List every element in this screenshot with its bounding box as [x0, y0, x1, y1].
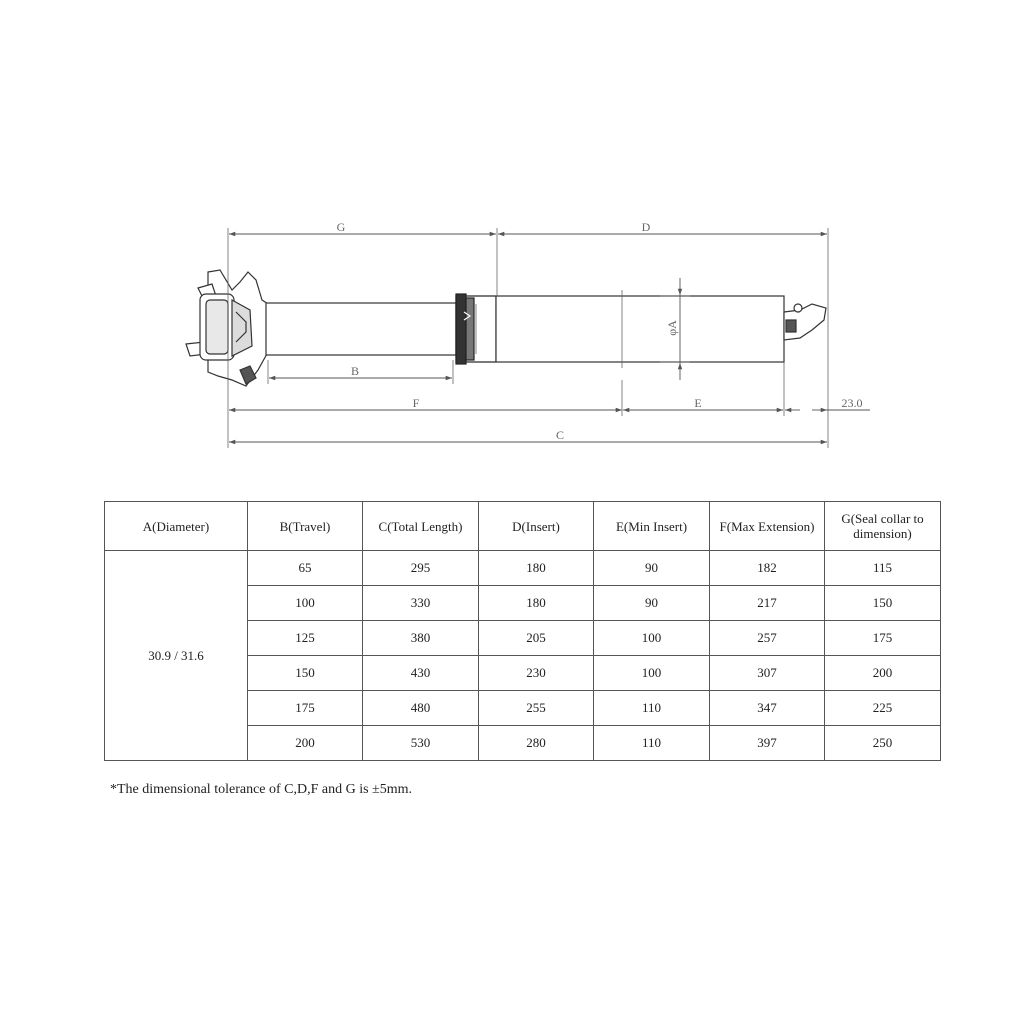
seatpost-technical-drawing: [0, 0, 1024, 480]
stanchion-tube: [266, 303, 456, 355]
table-cell: 100: [594, 621, 710, 656]
table-cell: 180: [479, 551, 594, 586]
table-cell: 115: [825, 551, 941, 586]
table-cell: 175: [825, 621, 941, 656]
dimension-label-g: G: [336, 220, 346, 234]
table-cell: 250: [825, 726, 941, 761]
header-min-insert: E(Min Insert): [594, 502, 710, 551]
table-cell: 110: [594, 691, 710, 726]
dimension-table: [104, 501, 941, 761]
table-cell: 175: [248, 691, 363, 726]
header-travel: B(Travel): [248, 502, 363, 551]
dimension-label-f: F: [412, 396, 420, 410]
dimension-label-d: D: [641, 220, 651, 234]
dimension-label-c: C: [555, 428, 565, 442]
table-cell: 200: [248, 726, 363, 761]
table-cell: 430: [363, 656, 479, 691]
header-diameter: A(Diameter): [105, 502, 248, 551]
seal-collar: [456, 294, 496, 364]
table-cell: 230: [479, 656, 594, 691]
dimension-label-b: B: [350, 364, 360, 378]
table-cell: 90: [594, 551, 710, 586]
table-cell: 530: [363, 726, 479, 761]
table-cell: 110: [594, 726, 710, 761]
table-header-row: [105, 502, 941, 551]
table-cell: 257: [710, 621, 825, 656]
dimension-label-diameter: φA: [665, 320, 679, 336]
table-cell: 397: [710, 726, 825, 761]
table-cell: 225: [825, 691, 941, 726]
tolerance-note: *The dimensional tolerance of C,D,F and G is ±5mm.: [110, 782, 413, 797]
table-cell: 200: [825, 656, 941, 691]
table-cell: 125: [248, 621, 363, 656]
table-cell: 307: [710, 656, 825, 691]
header-insert: D(Insert): [479, 502, 594, 551]
table-cell: 205: [479, 621, 594, 656]
lower-tube: [496, 290, 784, 368]
table-cell: 480: [363, 691, 479, 726]
remote-actuator: [784, 304, 826, 340]
diameter-cell: 30.9 / 31.6: [105, 551, 248, 761]
table-cell: 347: [710, 691, 825, 726]
dimension-label-e: E: [694, 396, 702, 410]
header-total-length: C(Total Length): [363, 502, 479, 551]
table-row: [105, 551, 941, 586]
table-cell: 100: [248, 586, 363, 621]
table-cell: 380: [363, 621, 479, 656]
table-cell: 280: [479, 726, 594, 761]
table-cell: 217: [710, 586, 825, 621]
header-seal-collar: G(Seal collar to dimension): [825, 502, 941, 551]
table-cell: 100: [594, 656, 710, 691]
table-cell: 180: [479, 586, 594, 621]
dimension-label-offset: 23.0: [841, 396, 863, 410]
table-cell: 182: [710, 551, 825, 586]
table-cell: 65: [248, 551, 363, 586]
table-cell: 150: [248, 656, 363, 691]
table-cell: 255: [479, 691, 594, 726]
table-cell: 90: [594, 586, 710, 621]
seat-clamp-head: [186, 270, 268, 386]
table-cell: 295: [363, 551, 479, 586]
table-cell: 150: [825, 586, 941, 621]
header-max-extension: F(Max Extension): [710, 502, 825, 551]
table-cell: 330: [363, 586, 479, 621]
